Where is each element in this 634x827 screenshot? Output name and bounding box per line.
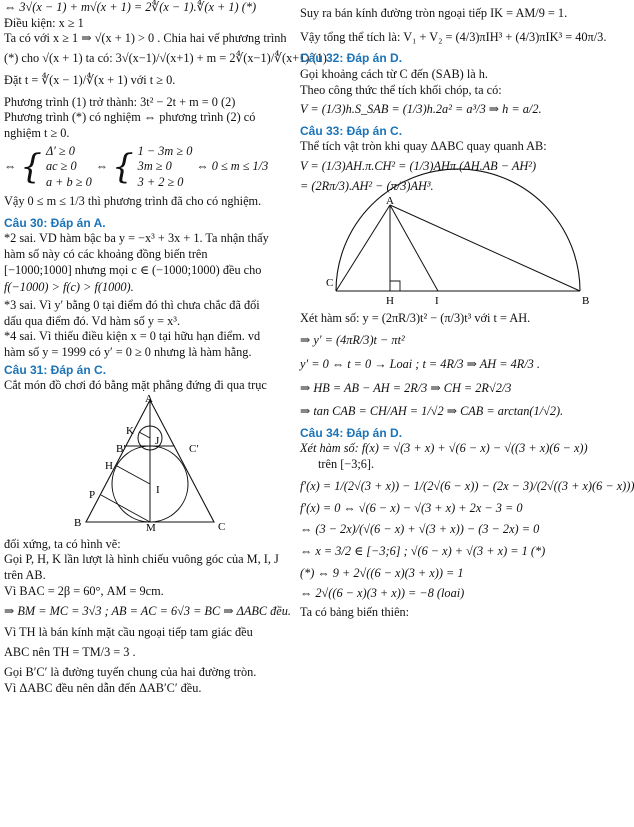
system-row: 1 − 3m ≥ 0: [137, 143, 193, 158]
text-line: Vì ΔABC đều nên dẫn đến ΔAB′C′ đều.: [4, 680, 202, 695]
conclusion-line: Vậy 0 ≤ m ≤ 1/3 thì phương trình đã cho có nghiệm.: [4, 193, 262, 208]
equation-line: (*) ⇔ 9 + 2√((6 − x)(3 + x)) = 1: [300, 565, 464, 580]
point-label: C′: [189, 443, 199, 456]
point-label: P: [89, 489, 96, 502]
point-label: B: [582, 294, 590, 307]
perp-jk: [139, 432, 150, 438]
text-line: Phương trình (*) có nghiệm ⇔ phương trình (2) có: [4, 110, 256, 125]
text-line: [−1000;1000] nhưng mọi c ∈ (−1000;1000) đều cho: [4, 262, 262, 277]
text-line: *4 sai. Vì thiếu điều kiện x = 0 tại hữu hạn điểm. vd: [4, 329, 261, 344]
text-line: Thể tích vật tròn khi quay ΔABC quay quanh AB:: [300, 139, 547, 154]
right-column: [300, 0, 634, 621]
point-label: B: [74, 517, 82, 530]
question-34-heading: Câu 34: Đáp án D.: [300, 426, 403, 440]
text-line: Suy ra bán kính đường tròn ngoại tiếp IK = AM/9 = 1.: [300, 6, 568, 20]
point-label: C: [326, 276, 334, 289]
equation-line: V = (1/3)h.S_SAB = (1/3)h.2a² = a³/3 ⇒ h = a/2.: [300, 102, 542, 117]
text-line: trên AB.: [4, 568, 46, 583]
question-33-heading: Câu 33: Đáp án C.: [300, 124, 403, 139]
equation-line: ⇒ HB = AB − AH = 2R/3 ⇒ CH = 2R√2/3: [300, 380, 512, 395]
equation-line: f′(x) = 1/(2√(3 + x)) − 1/(2√(6 − x)) − (2x − 3)/(2√((3 + x)(6 − x))): [300, 478, 634, 493]
equation-line: ⇒ tan CAB = CH/AH = 1/√2 ⇒ CAB = arctan(1/√2).: [300, 404, 564, 419]
equation-line: y′ = 0 ⇔ t = 0 → Loai ; t = 4R/3 ⇒ AH = 4R/3 .: [300, 356, 540, 371]
text-line: trên [−3;6].: [318, 457, 375, 472]
system-result: ⇔ 0 ≤ m ≤ 1/3: [196, 159, 269, 174]
equation-line: (*) cho √(x + 1) ta có: 3√(x−1)/√(x+1) + m = 2∜(x−1)/∜(x+1) (1): [4, 51, 327, 66]
system-row: 3m ≥ 0: [137, 159, 172, 174]
point-label: M: [146, 522, 156, 535]
equation-line: ⇒ y′ = (4πR/3)t − πt²: [300, 333, 405, 348]
left-column: [4, 0, 327, 696]
equation-line: Vậy tổng thể tích là: V₁ + V₂ = (4/3)πIH³ + (4/3)πIK³ = 40π/3.: [300, 29, 607, 44]
point-label: H: [105, 460, 113, 473]
point-label: B′: [116, 443, 126, 456]
text-line: Vì BAC = 2β = 60°, AM = 9cm.: [4, 583, 164, 598]
text-line: Cắt món đồ chơi đó bằng mặt phẳng đứng đi qua trục: [4, 378, 267, 393]
segment-ab: [390, 205, 580, 291]
inequality-system: ⇔ { Δ′ ≥ 0 ac ≥ 0 a + b ≥ 0 ⇔ { 1 − 3m ≥ 0 3m ≥ 0 3 + 2 ≥ 0 ⇔ 0 ≤ m ≤ 1/3: [4, 143, 269, 189]
triangle-figure: [4, 393, 292, 535]
point-label: J: [155, 435, 160, 448]
question-31-heading: Câu 31: Đáp án C.: [4, 362, 107, 377]
equation-line: ⇔ x = 3/2 ∈ [−3;6] ; √(6 − x) + √(3 + x) = 1 (*): [300, 544, 546, 559]
substitution-line: Đặt t = ∜(x − 1)/∜(x + 1) với t ≥ 0.: [4, 72, 176, 87]
equation-line: f′(x) = 0 ⇔ √(6 − x) − √(3 + x) + 2x − 3 = 0: [300, 500, 523, 515]
text-line: Theo công thức thể tích khối chóp, ta có:: [300, 82, 502, 97]
system-row: Δ′ ≥ 0: [45, 143, 75, 158]
right-angle-mark: [390, 281, 400, 291]
equation-line: Xét hàm số: f(x) = √(3 + x) + √(6 − x) − √((3 + x)(6 − x)): [300, 441, 588, 456]
text-line: Phương trình (1) trở thành: 3t² − 2t + m = 0 (2): [4, 94, 236, 109]
equation-line: ⇔ 2√((6 − x)(3 + x)) = −8 (loai): [300, 585, 465, 600]
text-line: dấu qua điểm đó. Vd hàm số y = x³.: [4, 313, 181, 328]
text-line: *2 sai. VD hàm bậc ba y = −x³ + 3x + 1. Ta nhận thấy: [4, 231, 269, 246]
system-row: ac ≥ 0: [45, 159, 77, 174]
text-line: hàm số y = 1999 có y′ = 0 ≥ 0 nhưng là hàm hằng.: [4, 345, 252, 360]
segment-ai: [390, 205, 438, 291]
point-label: H: [386, 294, 394, 307]
text-line: Gọi khoảng cách từ C đến (SAB) là h.: [300, 66, 489, 81]
point-label: A: [386, 194, 394, 207]
text-line: f(−1000) > f(c) > f(1000).: [4, 280, 134, 295]
text-line: Gọi P, H, K lần lượt là hình chiếu vuông góc của M, I, J: [4, 552, 279, 567]
equation-line: V = (1/3)AH.π.CH² = (1/3)AHπ.(AH.AB − AH²): [300, 159, 537, 174]
condition-line: Điều kiện: x ≥ 1: [4, 15, 84, 30]
text-line: *3 sai. Vì y′ bằng 0 tại điểm đó thì chưa chắc đã đổi: [4, 297, 260, 312]
system-row: 3 + 2 ≥ 0: [137, 174, 184, 189]
system-row: a + b ≥ 0: [45, 174, 92, 189]
text-line: Ta có bảng biến thiên:: [300, 605, 410, 620]
text-line: đối xứng, ta có hình vẽ:: [4, 536, 121, 551]
point-label: C: [218, 521, 226, 534]
perp-ih: [117, 466, 150, 484]
text-line: hàm số này có các khoảng đồng biến trên: [4, 246, 208, 261]
equation-line: ⇔ 3√(x − 1) + m√(x + 1) = 2∜(x − 1).∜(x + 1) (*): [4, 0, 257, 14]
question-32-heading: Câu 32: Đáp án D.: [300, 51, 403, 66]
semicircle-figure: [300, 195, 596, 307]
point-label: I: [156, 484, 160, 497]
text-line: Gọi B′C′ là đường tuyến chung của hai đường tròn.: [4, 664, 257, 679]
text-line: Vì TH là bán kính mặt cầu ngoại tiếp tam giác đều: [4, 625, 253, 640]
question-30-heading: Câu 30: Đáp án A.: [4, 215, 106, 230]
equation-line: = (2Rπ/3).AH² − (π/3)AH³.: [300, 178, 434, 193]
text-line: Xét hàm số: y = (2πR/3)t² − (π/3)t³ với t = AH.: [300, 311, 531, 326]
point-label: I: [435, 294, 439, 307]
equation-line: ⇒ BM = MC = 3√3 ; AB = AC = 6√3 = BC ⇒ ΔABC đều.: [4, 603, 291, 618]
text-line: Ta có với x ≥ 1 ⇒ √(x + 1) > 0 . Chia hai vế phương trình: [4, 31, 287, 46]
equation-line: ⇔ (3 − 2x)/(√(6 − x) + √(3 + x)) − (3 − 2x) = 0: [300, 522, 540, 537]
point-label: K: [126, 425, 134, 438]
point-label: A: [145, 393, 153, 406]
perp-mp: [101, 495, 150, 522]
text-line: ABC nên TH = TM/3 = 3 .: [4, 645, 136, 660]
text-line: nghiệm t ≥ 0.: [4, 126, 70, 141]
